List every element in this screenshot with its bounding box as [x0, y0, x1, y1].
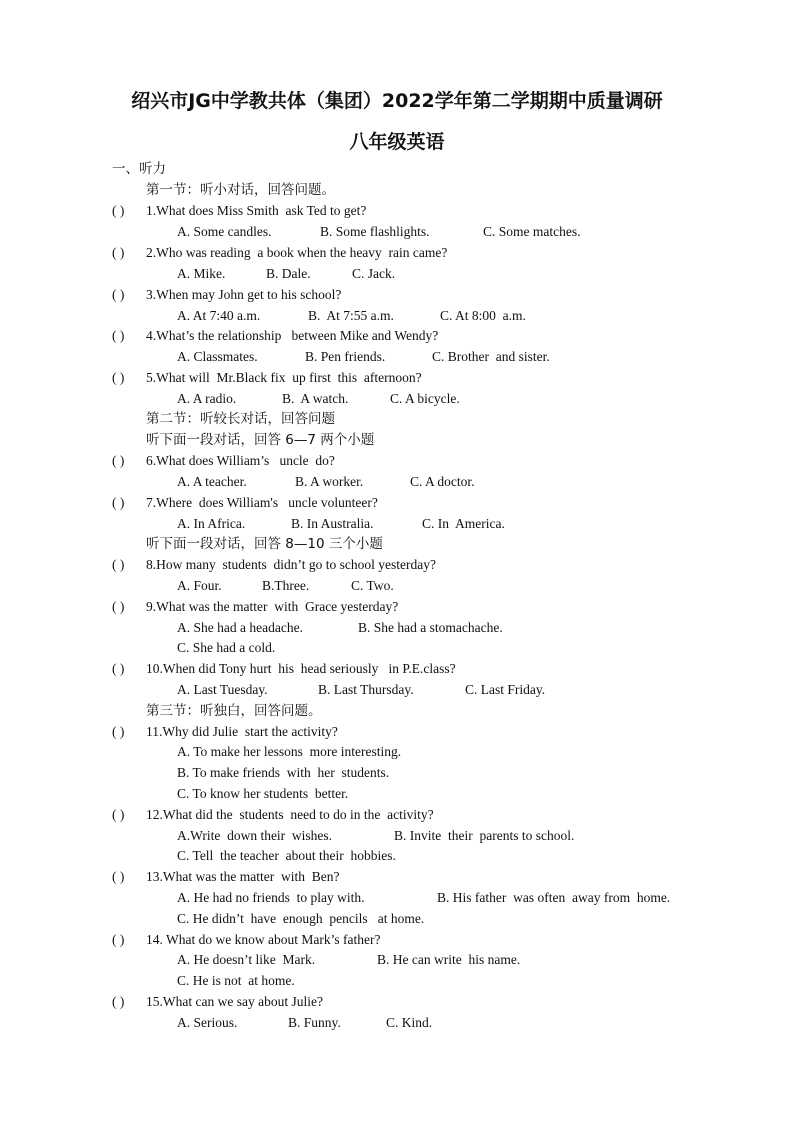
answer-blank: ( )	[112, 932, 125, 947]
answer-blank: ( )	[112, 724, 125, 739]
option-b: B. Dale.	[266, 266, 311, 281]
option-a: A. In Africa.	[177, 516, 246, 531]
option-a: A. Four.	[177, 578, 222, 593]
question-text: 13.What was the matter with Ben?	[146, 869, 340, 884]
option-c: C. At 8:00 a.m.	[440, 308, 526, 323]
answer-blank: ( )	[112, 370, 125, 385]
option-b: B. Some flashlights.	[320, 224, 430, 239]
option-a: A. He doesn’t like Mark.	[177, 952, 316, 967]
option-a: A. Mike.	[177, 266, 226, 281]
option-a: A. Classmates.	[177, 349, 258, 364]
section-heading: 第二节：听较长对话，回答问题	[146, 411, 335, 427]
option-b: B. A watch.	[282, 391, 349, 406]
option-c: C. Last Friday.	[465, 682, 546, 697]
section-heading: 第三节：听独白，回答问题。	[146, 703, 322, 719]
option-c: C. A doctor.	[410, 474, 475, 489]
option-b: B. In Australia.	[291, 516, 374, 531]
option-b: B. Funny.	[288, 1015, 341, 1030]
question-text: 5.What will Mr.Black fix up first this afternoon?	[146, 370, 422, 385]
part-heading: 一、听力	[112, 161, 166, 177]
option-a: A. Last Tuesday.	[177, 682, 268, 697]
question-text: 9.What was the matter with Grace yesterday?	[146, 599, 399, 614]
question-text: 11.Why did Julie start the activity?	[146, 724, 338, 739]
option-a: A. At 7:40 a.m.	[177, 308, 261, 323]
answer-blank: ( )	[112, 245, 125, 260]
question-text: 3.When may John get to his school?	[146, 287, 342, 302]
option-b: B. At 7:55 a.m.	[308, 308, 394, 323]
question-text: 12.What did the students need to do in the activity?	[146, 807, 434, 822]
answer-blank: ( )	[112, 495, 125, 510]
option-c: C. Jack.	[352, 266, 396, 281]
option-a: A. A radio.	[177, 391, 237, 406]
option-b: B.Three.	[262, 578, 310, 593]
answer-blank: ( )	[112, 203, 125, 218]
question-text: 14. What do we know about Mark’s father?	[146, 932, 381, 947]
option-a: A.Write down their wishes.	[177, 828, 333, 843]
option-b: B. Pen friends.	[305, 349, 386, 364]
option-b: B. He can write his name.	[377, 952, 521, 967]
answer-blank: ( )	[112, 287, 125, 302]
question-text: 8.How many students didn’t go to school yesterday?	[146, 557, 436, 572]
question-text: 4.What’s the relationship between Mike and Wendy?	[146, 328, 439, 343]
option-c: C. To know her students better.	[177, 786, 349, 801]
answer-blank: ( )	[112, 557, 125, 572]
question-text: 7.Where does William's uncle volunteer?	[146, 495, 378, 510]
option-c: C. Some matches.	[483, 224, 581, 239]
section-heading: 第一节：听小对话，回答问题。	[146, 182, 335, 198]
option-a: A. Some candles.	[177, 224, 272, 239]
answer-blank: ( )	[112, 328, 125, 343]
question-text: 6.What does William’s uncle do?	[146, 453, 335, 468]
question-text: 10.When did Tony hurt his head seriously in P.E.class?	[146, 661, 456, 676]
option-c: C. Brother and sister.	[432, 349, 550, 364]
answer-blank: ( )	[112, 453, 125, 468]
option-b: B. Invite their parents to school.	[394, 828, 575, 843]
question-text: 1.What does Miss Smith ask Ted to get?	[146, 203, 367, 218]
option-a: A. She had a headache.	[177, 620, 303, 635]
option-b: B. Last Thursday.	[318, 682, 414, 697]
option-c: C. She had a cold.	[177, 640, 276, 655]
question-text: 2.Who was reading a book when the heavy rain came?	[146, 245, 448, 260]
option-c: C. He is not at home.	[177, 973, 295, 988]
option-c: C. In America.	[422, 516, 505, 531]
option-c: C. He didn’t have enough pencils at home.	[177, 911, 425, 926]
option-c: C. Kind.	[386, 1015, 433, 1030]
option-c: C. A bicycle.	[390, 391, 460, 406]
answer-blank: ( )	[112, 869, 125, 884]
section-instruction: 听下面一段对话，回答 6—7 两个小题	[146, 432, 375, 448]
question-text: 15.What can we say about Julie?	[146, 994, 323, 1009]
answer-blank: ( )	[112, 807, 125, 822]
option-c: C. Tell the teacher about their hobbies.	[177, 848, 396, 863]
page-subtitle: 八年级英语	[349, 131, 445, 153]
option-b: B. To make friends with her students.	[177, 765, 390, 780]
answer-blank: ( )	[112, 661, 125, 676]
option-b: B. A worker.	[295, 474, 364, 489]
option-b: B. His father was often away from home.	[437, 890, 671, 905]
page-title: 绍兴市JG中学教共体（集团）2022学年第二学期期中质量调研	[131, 90, 663, 112]
option-a: A. To make her lessons more interesting.	[177, 744, 402, 759]
answer-blank: ( )	[112, 599, 125, 614]
option-a: A. He had no friends to play with.	[177, 890, 365, 905]
option-b: B. She had a stomachache.	[358, 620, 503, 635]
section-instruction: 听下面一段对话，回答 8—10 三个小题	[146, 536, 383, 552]
option-a: A. Serious.	[177, 1015, 238, 1030]
option-a: A. A teacher.	[177, 474, 247, 489]
option-c: C. Two.	[351, 578, 394, 593]
answer-blank: ( )	[112, 994, 125, 1009]
